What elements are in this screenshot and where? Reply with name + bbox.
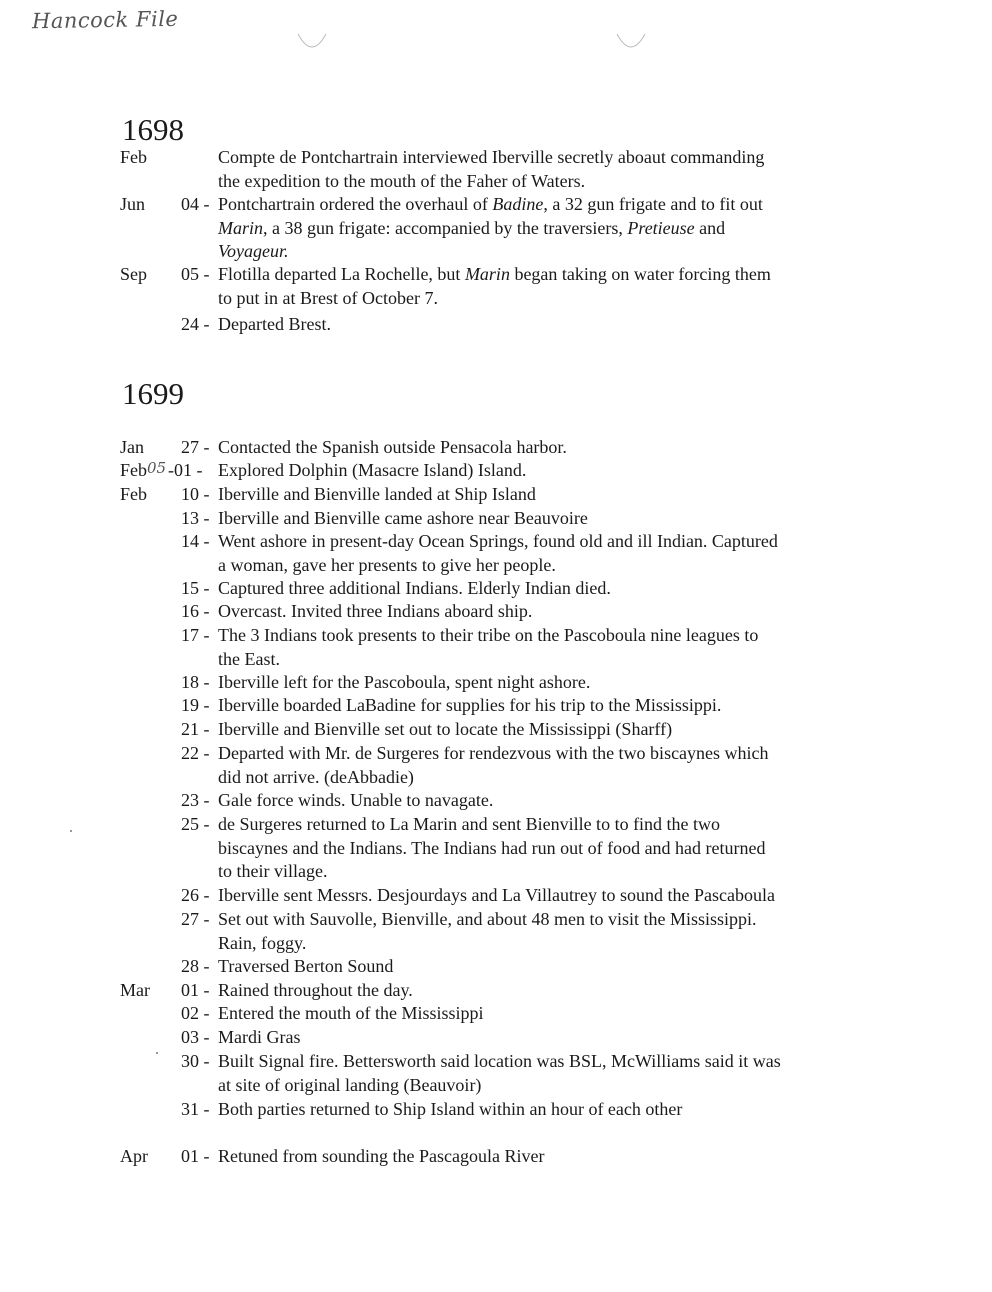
entry-text [218,908,858,955]
year-heading: 1698 [122,112,184,147]
entry-text-line: Iberville and Bienville came ashore near Beauvoire [218,508,588,528]
entry-text-line: Traversed Berton Sound [218,956,394,976]
entry-text-line: Set out with Sauvolle, Bienville, and about 48 men to visit the Mississippi. [218,909,757,929]
entry-text [218,718,858,742]
entry-text [218,884,858,908]
entry-text-line: Captured three additional Indians. Elderly Indian died. [218,578,611,598]
punch-hole-mark-left [295,30,329,56]
entry-day: 25 - [181,814,210,834]
entry-text-line: Iberville boarded LaBadine for supplies for his trip to the Mississippi. [218,695,722,715]
entry-month: Apr [120,1146,148,1166]
entry-text-line: Overcast. Invited three Indians aboard ship. [218,601,533,621]
entry-text-line: Explored Dolphin (Masacre Island) Island. [218,460,527,480]
entry-text-line: Retuned from sounding the Pascagoula River [218,1146,545,1166]
entry-month: Jun [120,194,146,214]
entry-text-line: a woman, gave her presents to give her people. [218,554,556,575]
entry-text-line: Mardi Gras [218,1027,301,1047]
entry-text [218,1098,858,1122]
paper-speck [156,1052,158,1054]
entry-text [218,193,858,264]
entry-text [218,742,858,789]
entry-text [218,624,858,671]
entry-text [218,459,858,483]
entry-day: 10 - [181,484,210,504]
entry-text [218,436,858,460]
entry-text [218,507,858,531]
entry-day: 13 - [181,508,210,528]
entry-month: Mar [120,980,150,1000]
entry-text [218,1050,858,1097]
entry-day: 31 - [181,1099,210,1119]
entry-day: 18 - [181,672,210,692]
entry-text-line: Iberville and Bienville set out to locate the Mississippi (Sharff) [218,719,673,739]
entry-text-line: Rain, foggy. [218,932,307,953]
entry-text-line: Departed with Mr. de Surgeres for rendezvous with the two biscaynes which [218,743,769,763]
entry-text-line: to put in at Brest of October 7. [218,287,438,308]
entry-text-line: Departed Brest. [218,314,331,334]
entry-text-line: Rained throughout the day. [218,980,413,1000]
entry-day: 23 - [181,790,210,810]
entry-text-line: Gale force winds. Unable to navagate. [218,790,494,810]
entry-day: 15 - [181,578,210,598]
entry-text-line: The 3 Indians took presents to their tribe on the Pascoboula nine leagues to [218,625,759,645]
entry-text-line: Pontchartrain ordered the overhaul of Badine, a 32 gun frigate and to fit out [218,194,763,214]
entry-text [218,530,858,577]
entry-text [218,483,858,507]
entry-text-line: the expedition to the mouth of the Faher of Waters. [218,170,586,191]
entry-day: 01 - [181,1146,210,1166]
entry-month: Feb [120,484,147,504]
entry-day: 02 - [181,1003,210,1023]
entry-day: 24 - [181,314,210,334]
entry-day: 01 - [181,980,210,1000]
entry-day: 14 - [181,531,210,551]
entry-day: 05 - [181,264,210,284]
entry-day: 27 - [181,437,210,457]
entry-month: Feb [120,460,147,480]
entry-day: -01 - [168,460,203,480]
entry-text [218,600,858,624]
entry-day: 28 - [181,956,210,976]
entry-text [218,1026,858,1050]
entry-text [218,146,858,193]
entry-text-line: biscaynes and the Indians. The Indians had run out of food and had returned [218,837,766,858]
entry-day: 27 - [181,909,210,929]
entry-text-line: Built Signal fire. Bettersworth said location was BSL, McWilliams said it was [218,1051,781,1071]
entry-text [218,577,858,601]
entry-text [218,694,858,718]
paper-speck [70,830,72,832]
punch-hole-mark-right [614,30,648,56]
entry-text [218,789,858,813]
entry-text-line: at site of original landing (Beauvoir) [218,1074,482,1095]
entry-text [218,671,858,695]
entry-text-line: Marin, a 38 gun frigate: accompanied by the traversiers, Pretieuse and [218,217,726,238]
entry-text-line: Voyageur. [218,241,289,261]
entry-day: 03 - [181,1027,210,1047]
entry-text-line: Iberville left for the Pascoboula, spent night ashore. [218,672,591,692]
entry-text-line: Iberville sent Messrs. Desjourdays and La Villautrey to sound the Pascaboula [218,885,775,905]
entry-day: 26 - [181,885,210,905]
entry-day: 16 - [181,601,210,621]
entry-text [218,955,858,979]
entry-text [218,813,858,884]
entry-text [218,979,858,1003]
entry-day: 22 - [181,743,210,763]
entry-text-line: Entered the mouth of the Mississippi [218,1003,484,1023]
entry-text-line: Both parties returned to Ship Island within an hour of each other [218,1099,683,1119]
entry-day: 30 - [181,1051,210,1071]
entry-month: Jan [120,437,144,457]
entry-text [218,1145,858,1169]
entry-text-line: de Surgeres returned to La Marin and sent Bienville to to find the two [218,814,721,834]
entry-day: 04 - [181,194,210,214]
entry-day: 19 - [181,695,210,715]
entry-day: 17 - [181,625,210,645]
entry-text-line: the East. [218,648,280,669]
entry-month: Sep [120,264,147,284]
entry-text-line: Flotilla departed La Rochelle, but Marin began taking on water forcing them [218,264,771,284]
entry-text-line: Compte de Pontchartrain interviewed Iberville secretly aboaut commanding [218,147,765,167]
entry-text-line: Iberville and Bienville landed at Ship Island [218,484,536,504]
entry-text [218,1002,858,1026]
entry-text [218,263,858,310]
year-heading: 1699 [122,376,184,411]
entry-text-line: did not arrive. (deAbbadie) [218,766,414,787]
entry-text [218,313,858,337]
entry-month: Feb [120,147,147,167]
handwritten-file-label: Hancock File [31,6,179,34]
entry-text-line: Contacted the Spanish outside Pensacola harbor. [218,437,567,457]
entry-day: 21 - [181,719,210,739]
entry-text-line: to their village. [218,861,328,881]
handwritten-margin-note: 05 [147,459,167,477]
entry-text-line: Went ashore in present-day Ocean Springs, found old and ill Indian. Captured [218,531,778,551]
